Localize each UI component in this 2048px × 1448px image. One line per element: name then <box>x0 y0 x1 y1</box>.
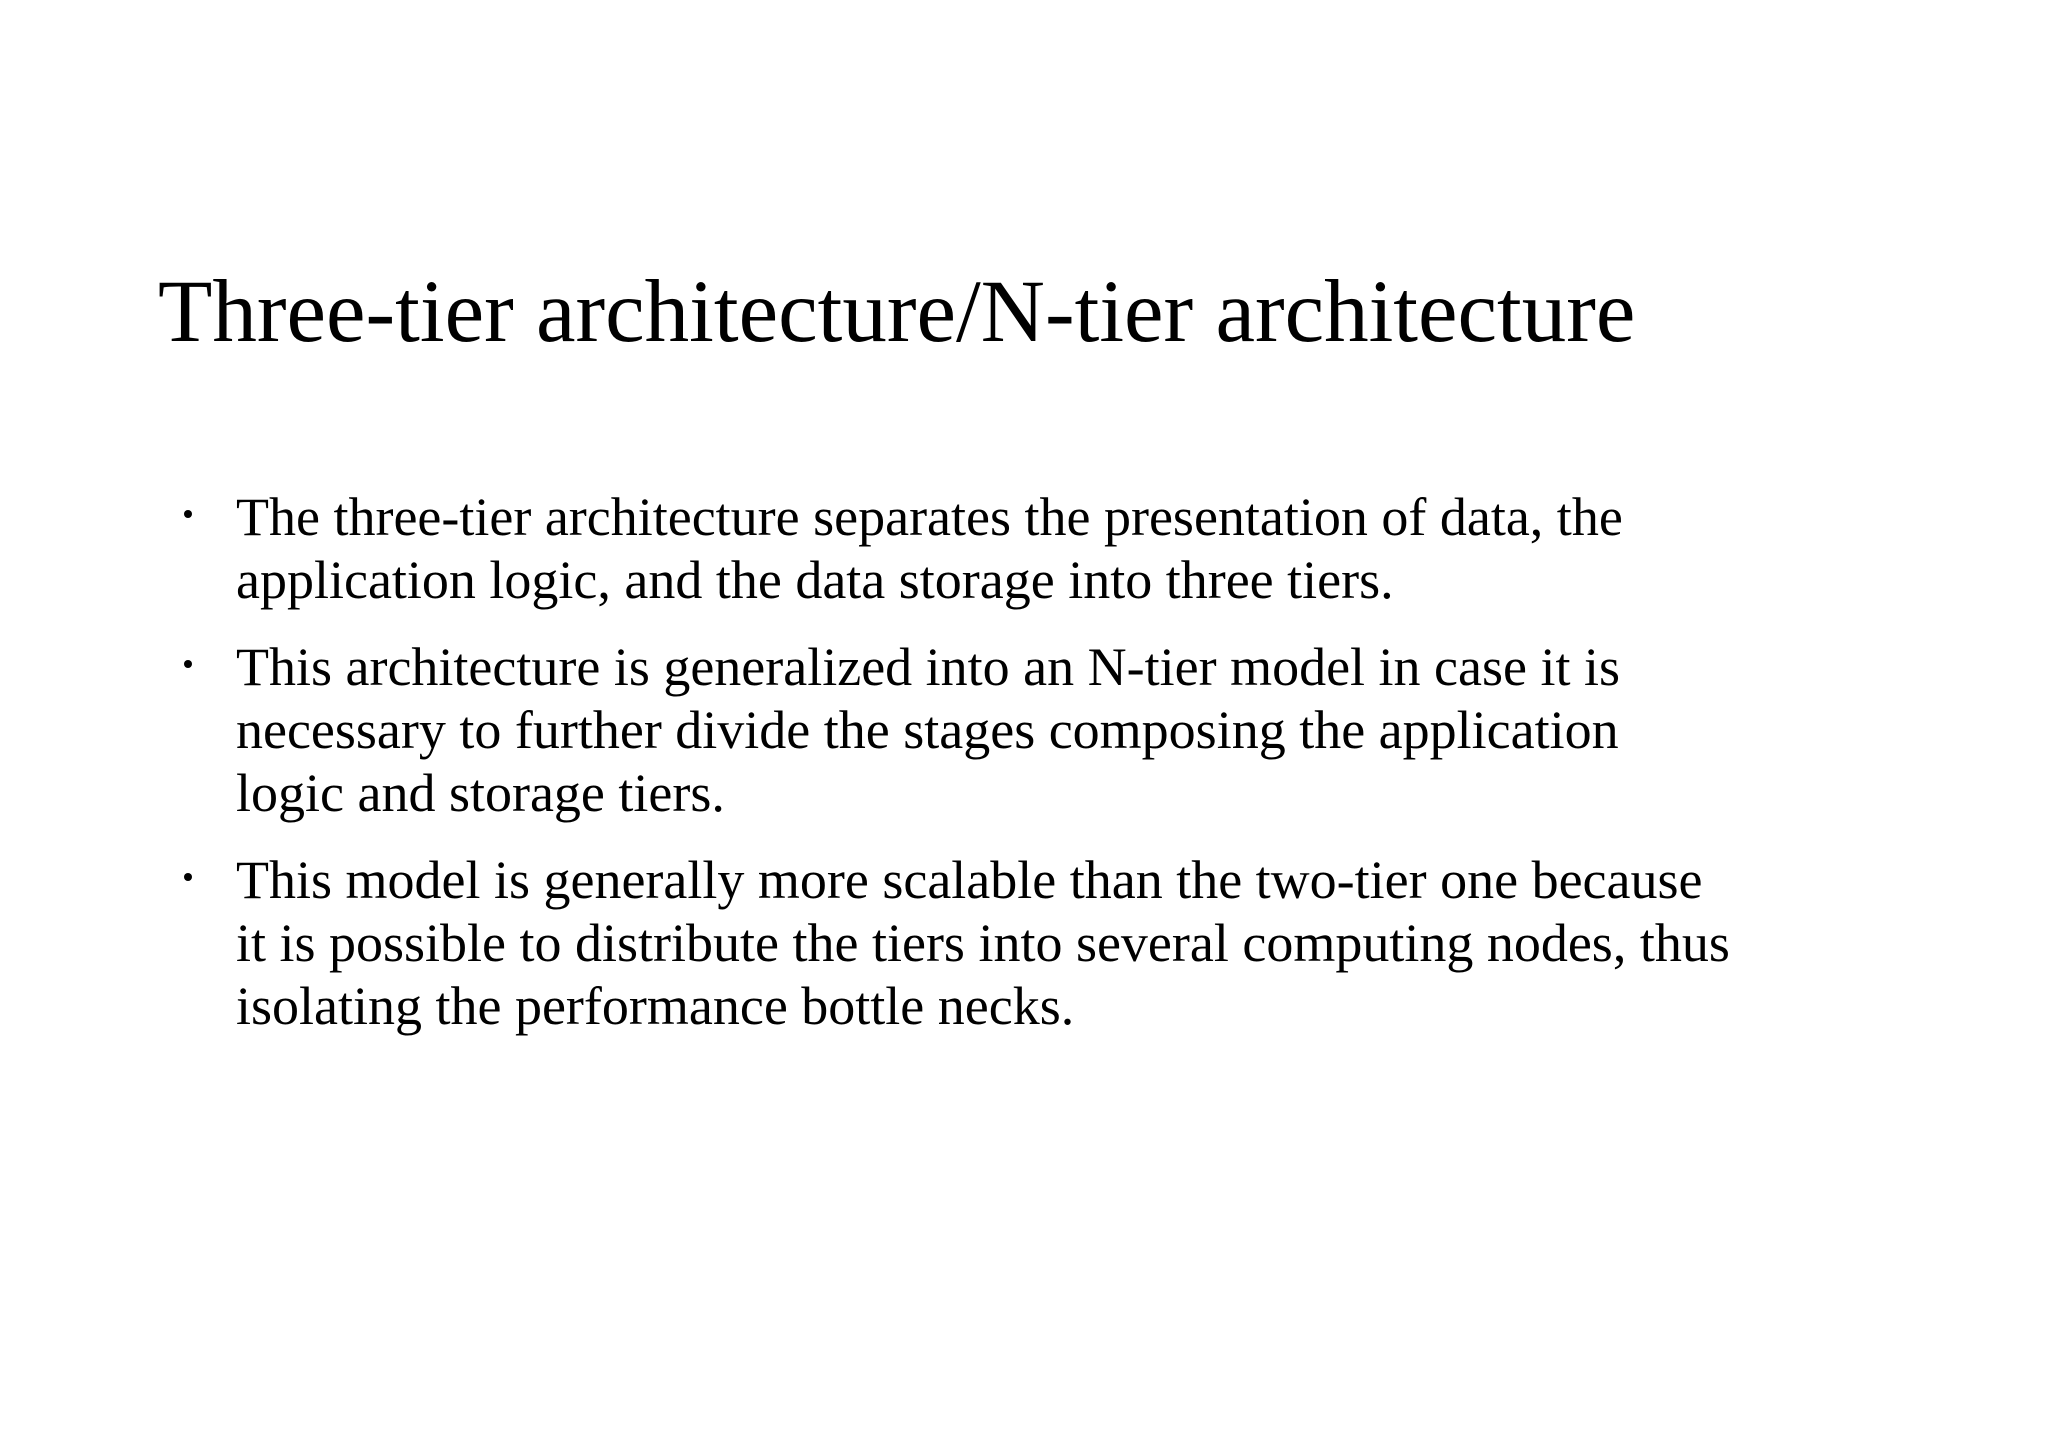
bullet-list <box>166 486 1906 1062</box>
bullet-text-line: This model is generally more scalable than the two-tier one because <box>236 850 1703 910</box>
bullet-icon <box>184 660 192 668</box>
bullet-icon <box>184 873 192 881</box>
bullet-item <box>166 636 1906 825</box>
bullet-icon <box>184 510 192 518</box>
bullet-text-line: This architecture is generalized into an N-tier model in case it is <box>236 637 1620 697</box>
bullet-text-line: The three-tier architecture separates the presentation of data, the <box>236 487 1623 547</box>
bullet-text-line: necessary to further divide the stages composing the application <box>236 700 1619 760</box>
bullet-item <box>166 486 1906 612</box>
slide-title: Three-tier architecture/N-tier architecture <box>158 263 1636 361</box>
bullet-item <box>166 849 1906 1038</box>
bullet-text-line: application logic, and the data storage into three tiers. <box>236 550 1394 610</box>
bullet-text-line: logic and storage tiers. <box>236 763 725 823</box>
bullet-text-line: it is possible to distribute the tiers into several computing nodes, thus <box>236 913 1730 973</box>
bullet-text-line: isolating the performance bottle necks. <box>236 976 1075 1036</box>
